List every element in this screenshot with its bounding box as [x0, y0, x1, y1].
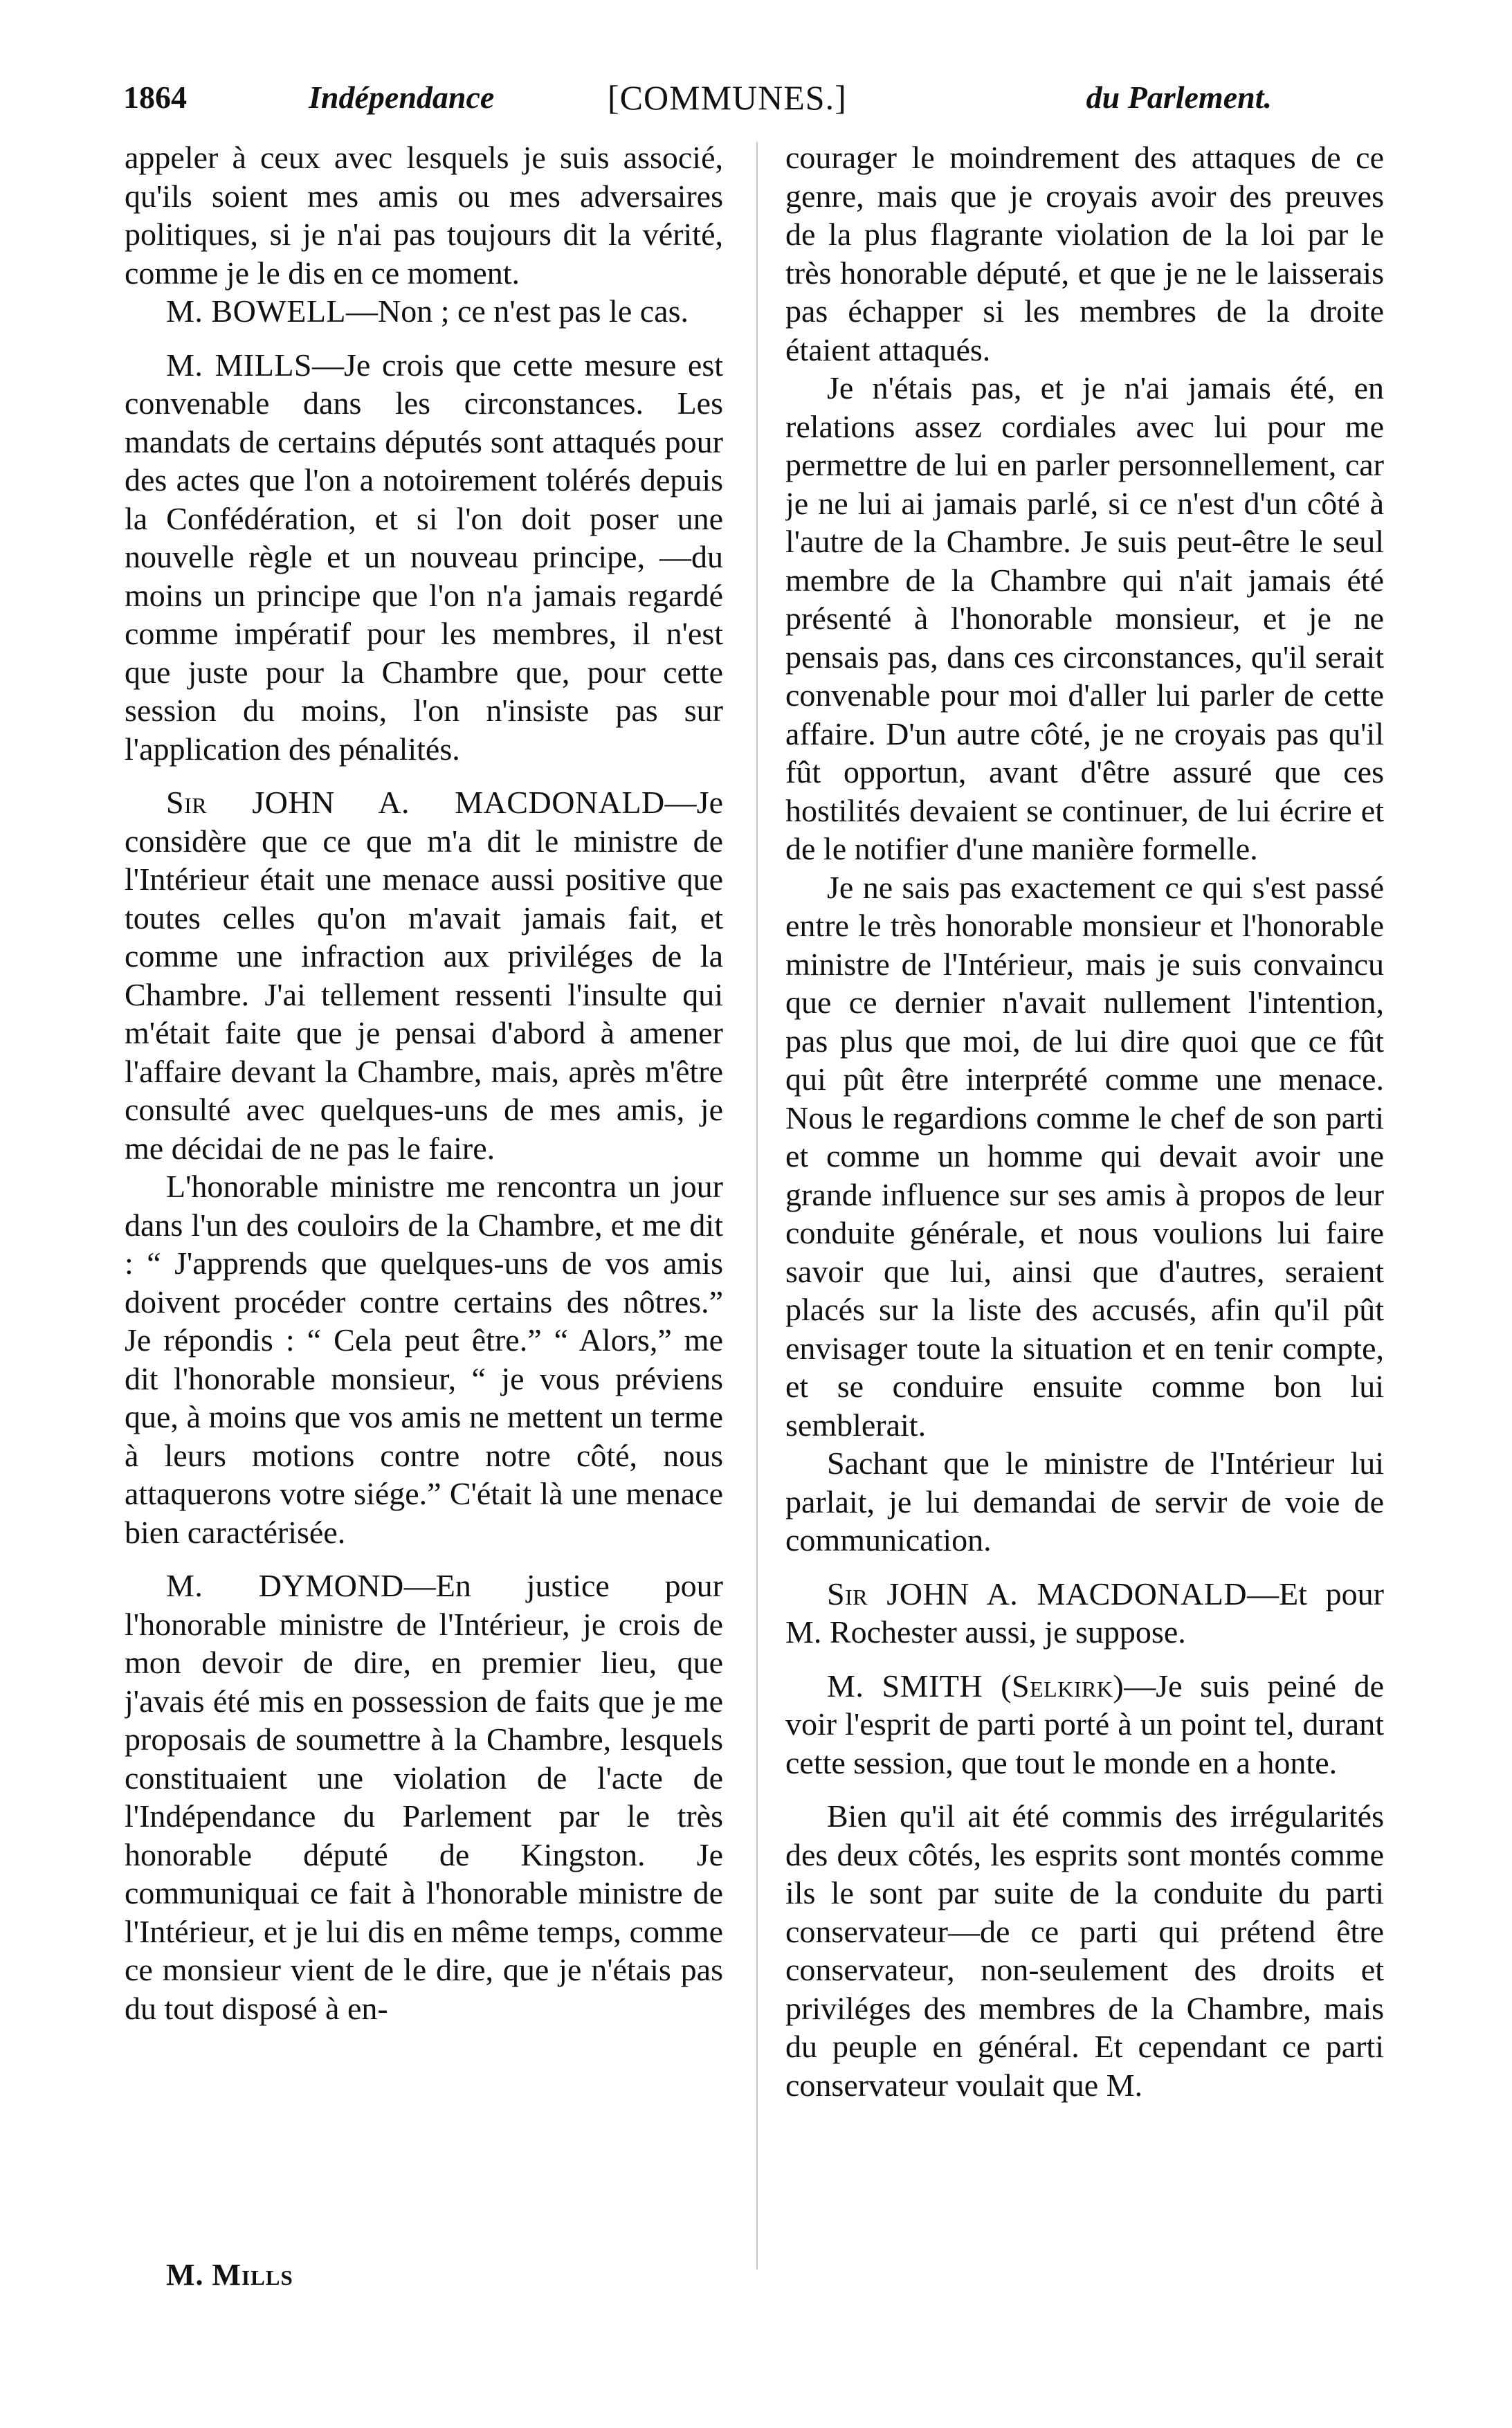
right-column	[785, 138, 1384, 2242]
header-center-title: [COMMUNES.]	[608, 78, 847, 117]
header-right-title: du Parlement.	[1086, 80, 1272, 115]
paragraph: Bien qu'il ait été commis des irrégularités des deux côtés, les esprits sont montés comme ils le sont par suite de la conduite du parti conservateur—de ce parti qui prétend être conservateur, non-seulement des droits et priviléges des membres de la Chambre, mais du peuple en général. Et cependant ce parti conservateur voulait que M.	[785, 1798, 1384, 2103]
paragraph: M. MILLS—Je crois que cette mesure est convenable dans les circonstances. Les mandats de certains députés sont attaqués pour des actes que l'on a notoirement tolérés depuis la Confédération, et si l'on doit poser une nouvelle règle et un nouveau principe, —du moins un principe que l'on n'a jamais regardé comme impératif pour les membres, il n'est que juste pour la Chambre que, pour cette session du moins, l'on n'insiste pas sur l'application des pénalités.	[125, 347, 723, 767]
speaker-name: M. MILLS	[166, 347, 313, 383]
paragraph: M. SMITH (Selkirk)—Je suis peiné de voir l'esprit de parti porté à un point tel, durant cette session, que tout le monde en a honte.	[785, 1668, 1384, 1780]
paragraph: Sachant que le ministre de l'Intérieur lui parlait, je lui demandai de servir de voie de communication.	[785, 1445, 1384, 1558]
paragraph: Sir JOHN A. MACDONALD—Et pour M. Rochester aussi, je suppose.	[785, 1576, 1384, 1650]
speaker-name: Sir JOHN A. MACDONALD	[166, 785, 665, 820]
speaker-name: M. SMITH (Selkirk)	[827, 1668, 1124, 1704]
catchword-footer: M. Mills	[166, 2258, 293, 2292]
column-divider	[756, 142, 758, 2270]
speaker-name: M. DYMOND	[166, 1568, 404, 1603]
paragraph: M. DYMOND—En justice pour l'honorable ministre de l'Intérieur, je crois de mon devoir de dire, en premier lieu, que j'avais été mis en possession de faits que je me proposais de soumettre à la Chambre, lesquels constituaient une violation de l'acte de l'Indépendance du Parlement par le très honorable député de Kingston. Je communiquai ce fait à l'honorable ministre de l'Intérieur, et je lui dis en même temps, comme ce monsieur vient de le dire, que je n'étais pas du tout disposé à en-	[125, 1568, 723, 2026]
running-header	[123, 66, 1272, 129]
speaker-name: M. BOWELL	[166, 293, 347, 329]
speaker-name: Sir JOHN A. MACDONALD	[827, 1576, 1248, 1612]
page-number: 1864	[123, 80, 187, 115]
paragraph: appeler à ceux avec lesquels je suis associé, qu'ils soient mes amis ou mes adversaires politiques, si je n'ai pas toujours dit la vérité, comme je le dis en ce moment.	[125, 140, 723, 291]
paragraph: Sir JOHN A. MACDONALD—Je considère que ce que m'a dit le ministre de l'Intérieur était une menace aussi positive que toutes celles qu'on m'avait jamais fait, et comme une infraction aux priviléges de la Chambre. J'ai tellement ressenti l'insulte qui m'était faite que je pensai d'abord à amener l'affaire devant la Chambre, mais, après m'être consulté avec quelques-uns de mes amis, je me décidai de ne pas le faire.	[125, 785, 723, 1166]
paragraph: Je n'étais pas, et je n'ai jamais été, en relations assez cordiales avec lui pour me permettre de lui en parler personnellement, car je ne lui ai jamais parlé, si ce n'est d'un côté à l'autre de la Chambre. Je suis peut-être le seul membre de la Chambre qui n'ait jamais été présenté à l'honorable monsieur, et je ne pensais pas, dans ces circonstances, qu'il serait convenable pour moi d'aller lui parler de cette affaire. D'un autre côté, je ne croyais pas qu'il fût opportun, avant d'être assuré que ces hostilités devaient se continuer, de lui écrire et de le notifier d'une manière formelle.	[785, 370, 1384, 866]
left-column	[125, 138, 723, 2242]
header-left-title: Indépendance	[309, 80, 495, 115]
paragraph: M. BOWELL—Non ; ce n'est pas le cas.	[166, 293, 689, 329]
paragraph: L'honorable ministre me rencontra un jour dans l'un des couloirs de la Chambre, et me dit : “ J'apprends que quelques-uns de vos amis doivent procéder contre certains des nôtres.” Je répondis : “ Cela peut être.” “ Alors,” me dit l'honorable monsieur, “ je vous préviens que, à moins que vos amis ne mettent un terme à leurs motions contre notre côté, nous attaquerons votre siége.” C'était là une menace bien caractérisée.	[125, 1169, 723, 1550]
paragraph: courager le moindrement des attaques de ce genre, mais que je croyais avoir des preuves de la plus flagrante violation de la loi par le très honorable député, et que je ne le laisserais pas échapper si les membres de la droite étaient attaqués.	[785, 140, 1384, 367]
paragraph: Je ne sais pas exactement ce qui s'est passé entre le très honorable monsieur et l'honorable ministre de l'Intérieur, mais je suis convaincu que ce dernier n'avait nullement l'intention, pas plus que moi, de lui dire quoi que ce fût qui pût être interprété comme une menace. Nous le regardions comme le chef de son parti et comme un homme qui devait avoir une grande influence sur ses amis à propos de leur conduite générale, et nous voulions lui faire savoir que lui, ainsi que d'autres, seraient placés sur la liste des accusés, afin qu'il pût envisager toute la situation et en tenir compte, et se conduire ensuite comme bon lui semblerait.	[785, 869, 1384, 1443]
